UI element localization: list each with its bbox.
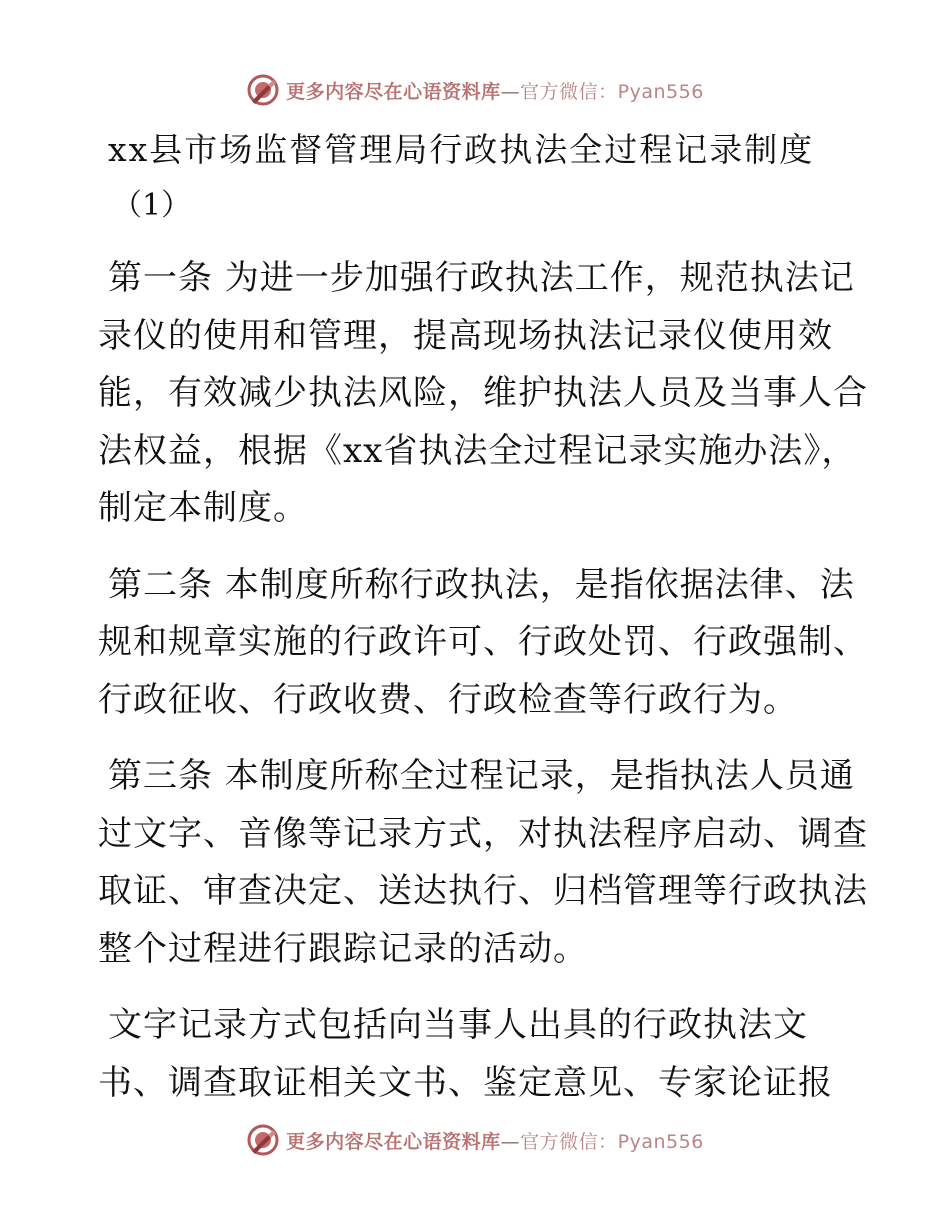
watermark-tail: 官方微信：Pyan556 [520,1130,704,1153]
watermark-banner-bottom [0,1120,950,1160]
text-line: 第三条 本制度所称全过程记录，是指执法人员通 [108,756,855,796]
text-line: 取证、审查决定、送达执行、归档管理等行政执法 [98,871,868,911]
text-line: 过文字、音像等记录方式，对执法程序启动、调查 [98,813,868,854]
paragraph-article-1 [98,250,868,538]
text-line: 文字记录方式包括向当事人出具的行政执法文 [108,1005,808,1045]
pen-logo-icon [246,73,280,107]
text-line: 制定本制度。 [98,488,308,528]
text-line: 第二条 本制度所称行政执法，是指依据法律、法 [108,564,855,605]
text-line: 录仪的使用和管理，提高现场执法记录仪使用效 [98,315,833,356]
document-body [98,250,868,1131]
watermark-tail: 官方微信：Pyan556 [520,80,704,103]
text-line: 第一条 为进一步加强行政执法工作，规范执法记 [108,258,855,298]
text-line: 书、调查取证相关文书、鉴定意见、专家论证报 [98,1062,833,1103]
paragraph-article-2 [98,557,868,730]
watermark-dash: — [500,1130,521,1153]
watermark-text [286,1127,704,1154]
watermark-text [286,77,704,104]
text-line: 整个过程进行跟踪记录的活动。 [98,928,588,969]
watermark-banner-top [0,70,950,110]
text-line: 行政征收、行政收费、行政检查等行政行为。 [98,679,798,720]
document-title: xx县市场监督管理局行政执法全过程记录制度 [108,130,815,169]
paragraph-article-3 [98,748,868,978]
text-line: 能，有效减少执法风险，维护执法人员及当事人合 [98,373,868,413]
watermark-dash: — [500,80,521,103]
pen-logo-icon [246,1123,280,1157]
watermark-main: 更多内容尽在心语资料库 [286,80,501,103]
document-title-number: （1） [112,188,192,223]
watermark-main: 更多内容尽在心语资料库 [286,1130,501,1153]
paragraph-text-records [98,997,858,1112]
text-line: 规和规章实施的行政许可、行政处罚、行政强制、 [98,622,868,662]
text-line: 法权益，根据《xx省执法全过程记录实施办法》， [98,430,857,471]
